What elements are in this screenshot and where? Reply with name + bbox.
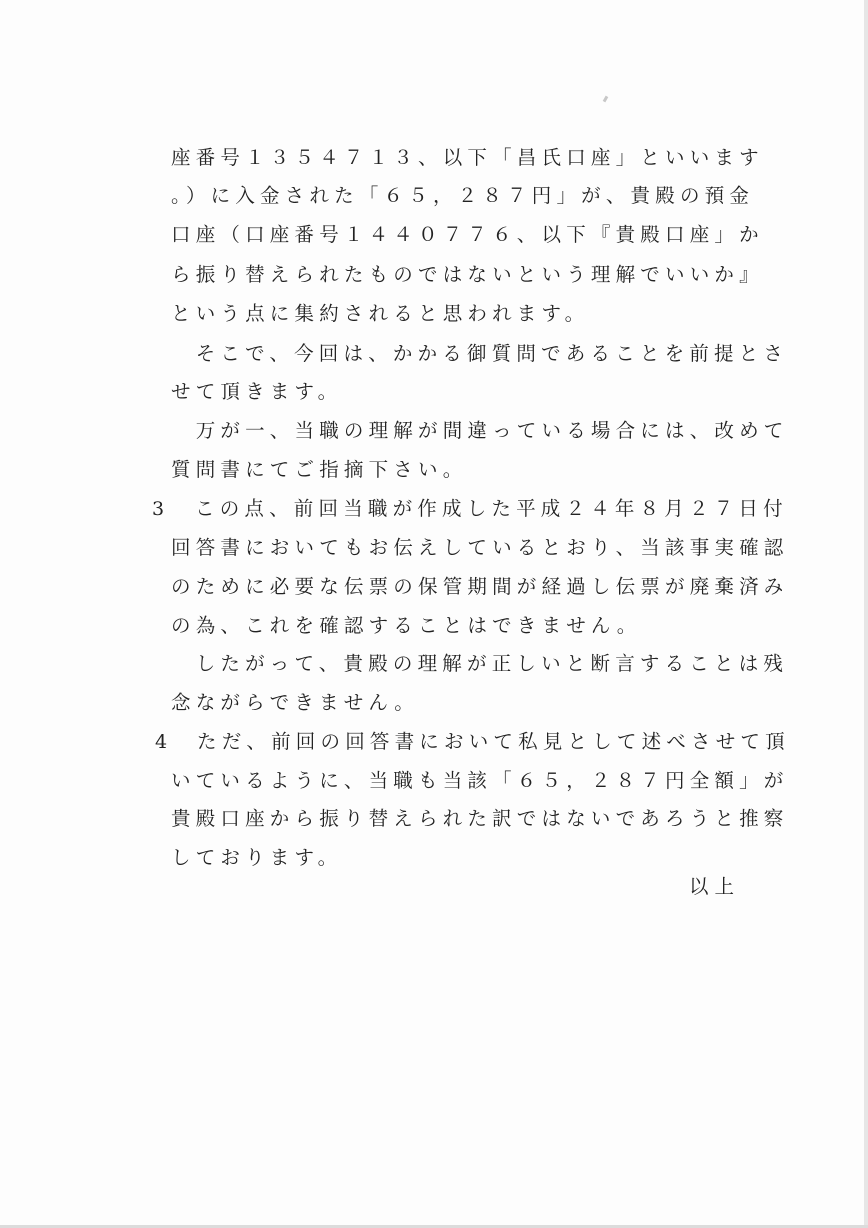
text-line-4: ら振り替えられたものではないという理解でいいか』 (171, 263, 764, 286)
text-line-2: 。）に入金された「６５，２８７円」が、貴殿の預金 (171, 184, 755, 207)
text-line-3: 口座（口座番号１４４０７７６、以下『貴殿口座」か (171, 223, 764, 246)
text-line-12: のために必要な伝票の保管期間が経過し伝票が廃棄済み (171, 575, 789, 598)
text-line-5: という点に集約されると思われます。 (171, 302, 590, 325)
text-line-13: の為、これを確認することはできません。 (171, 614, 642, 637)
text-line-18: 貴殿口座から振り替えられた訳ではないであろうと推察 (171, 807, 789, 830)
scan-speck (603, 96, 609, 103)
scan-edge-right (864, 0, 868, 1228)
text-line-1: 座番号１３５４７１３、以下「昌氏口座」といいます (171, 146, 764, 169)
text-line-16: ただ、前回の回答書において私見として述べさせて頂 (197, 730, 790, 753)
text-line-7: せて頂きます。 (171, 380, 343, 403)
text-line-15: 念ながらできません。 (171, 691, 419, 714)
item-number-4: 4 (155, 731, 168, 753)
text-line-19: しております。 (171, 846, 343, 869)
text-line-6: そこで、今回は、かかる御質問であることを前提とさ (171, 342, 789, 365)
text-line-8: 万が一、当職の理解が間違っている場合には、改めて (171, 419, 789, 442)
text-line-10: この点、前回当職が作成した平成２４年８月２７日付 (195, 497, 788, 520)
item-number-3: 3 (152, 498, 165, 520)
closing-text: 以上 (689, 875, 741, 898)
text-line-9: 質問書にてご指摘下さい。 (171, 458, 468, 481)
text-line-11: 回答書においてもお伝えしているとおり、当該事実確認 (171, 536, 789, 559)
text-line-17: いているように、当職も当該「６５，２８７円全額」が (171, 769, 789, 792)
text-line-14: したがって、貴殿の理解が正しいと断言することは残 (171, 652, 789, 675)
